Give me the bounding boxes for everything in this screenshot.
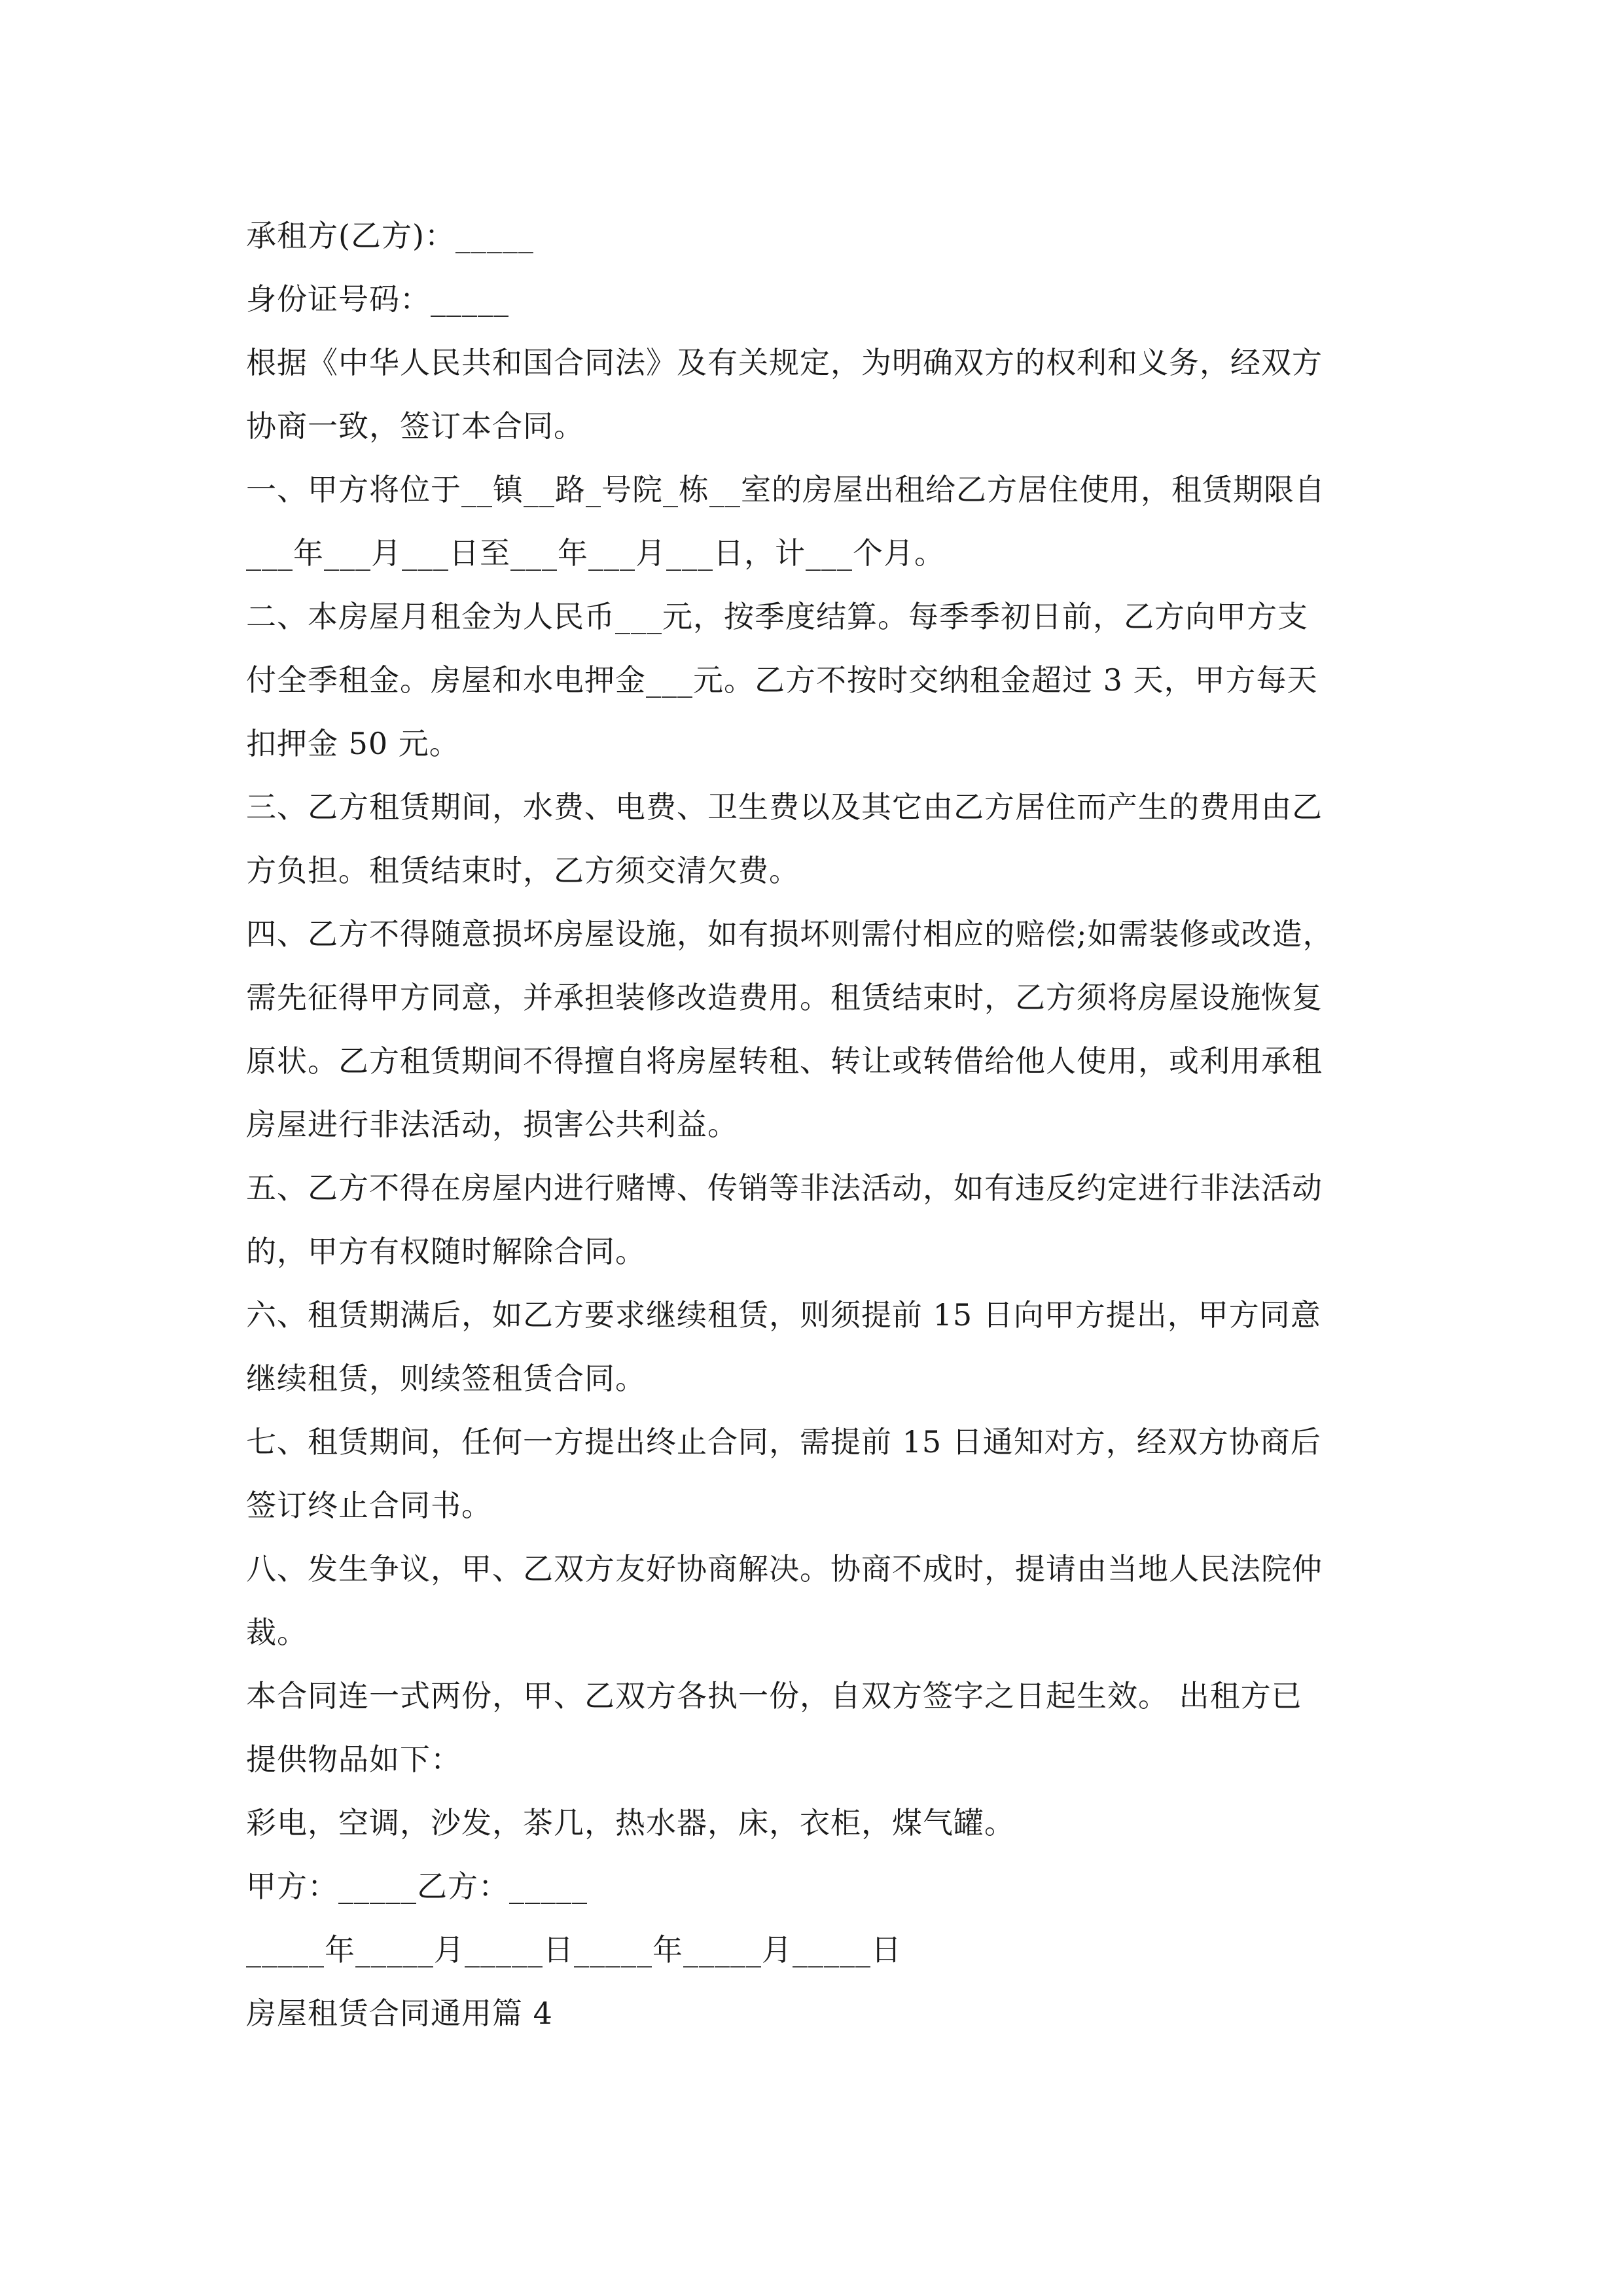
clause-4-line-4: 房屋进行非法活动，损害公共利益。 [246, 1107, 738, 1142]
clause-8-line-2: 裁。 [246, 1615, 308, 1650]
closing-line-1: 本合同连一式两份，甲、乙双方各执一份，自双方签字之日起生效。 出租方已 [246, 1678, 1302, 1713]
id-number-label: 身份证号码：_____ [246, 281, 509, 317]
preamble-line-1: 根据《中华人民共和国合同法》及有关规定，为明确双方的权利和义务，经双方 [246, 345, 1323, 380]
clause-6-line-2: 继续租赁，则续签租赁合同。 [246, 1361, 646, 1396]
clause-1-line-1: 一、甲方将位于__镇__路_号院_栋__室的房屋出租给乙方居住使用，租赁期限自 [246, 472, 1325, 507]
preamble-line-2: 协商一致，签订本合同。 [246, 408, 584, 444]
document-body [246, 204, 1385, 2045]
provided-items: 彩电，空调，沙发，茶几，热水器，床，衣柜，煤气罐。 [246, 1805, 1015, 1840]
clause-5-line-2: 的，甲方有权随时解除合同。 [246, 1234, 646, 1269]
date-line: _____年_____月_____日_____年_____月_____日 [246, 1932, 902, 1967]
clause-2-line-2: 付全季租金。房屋和水电押金___元。乙方不按时交纳租金超过 3 天，甲方每天 [246, 662, 1318, 698]
clause-1-line-2: ___年___月___日至___年___月___日，计___个月。 [246, 535, 945, 571]
tenant-party-label: 承租方(乙方)：_____ [246, 218, 534, 253]
clause-5-line-1: 五、乙方不得在房屋内进行赌博、传销等非法活动，如有违反约定进行非法活动 [246, 1170, 1323, 1206]
clause-7-line-2: 签订终止合同书。 [246, 1488, 492, 1523]
clause-2-line-3: 扣押金 50 元。 [246, 726, 460, 761]
next-section-title: 房屋租赁合同通用篇 4 [246, 1996, 553, 2031]
clause-6-line-1: 六、租赁期满后，如乙方要求继续租赁，则须提前 15 日向甲方提出，甲方同意 [246, 1297, 1321, 1333]
clause-4-line-3: 原状。乙方租赁期间不得擅自将房屋转租、转让或转借给他人使用，或利用承租 [246, 1043, 1323, 1079]
clause-3-line-1: 三、乙方租赁期间，水费、电费、卫生费以及其它由乙方居住而产生的费用由乙 [246, 789, 1323, 825]
clause-8-line-1: 八、发生争议，甲、乙双方友好协商解决。协商不成时，提请由当地人民法院仲 [246, 1551, 1323, 1587]
signature-line: 甲方：_____乙方：_____ [246, 1869, 588, 1904]
clause-2-line-1: 二、本房屋月租金为人民币___元，按季度结算。每季季初日前，乙方向甲方支 [246, 599, 1308, 634]
clause-3-line-2: 方负担。租赁结束时，乙方须交清欠费。 [246, 853, 800, 888]
clause-4-line-2: 需先征得甲方同意，并承担装修改造费用。租赁结束时，乙方须将房屋设施恢复 [246, 980, 1323, 1015]
clause-4-line-1: 四、乙方不得随意损坏房屋设施，如有损坏则需付相应的赔偿;如需装修或改造， [246, 916, 1334, 952]
clause-7-line-1: 七、租赁期间，任何一方提出终止合同，需提前 15 日通知对方，经双方协商后 [246, 1424, 1321, 1460]
closing-line-2: 提供物品如下： [246, 1742, 461, 1777]
